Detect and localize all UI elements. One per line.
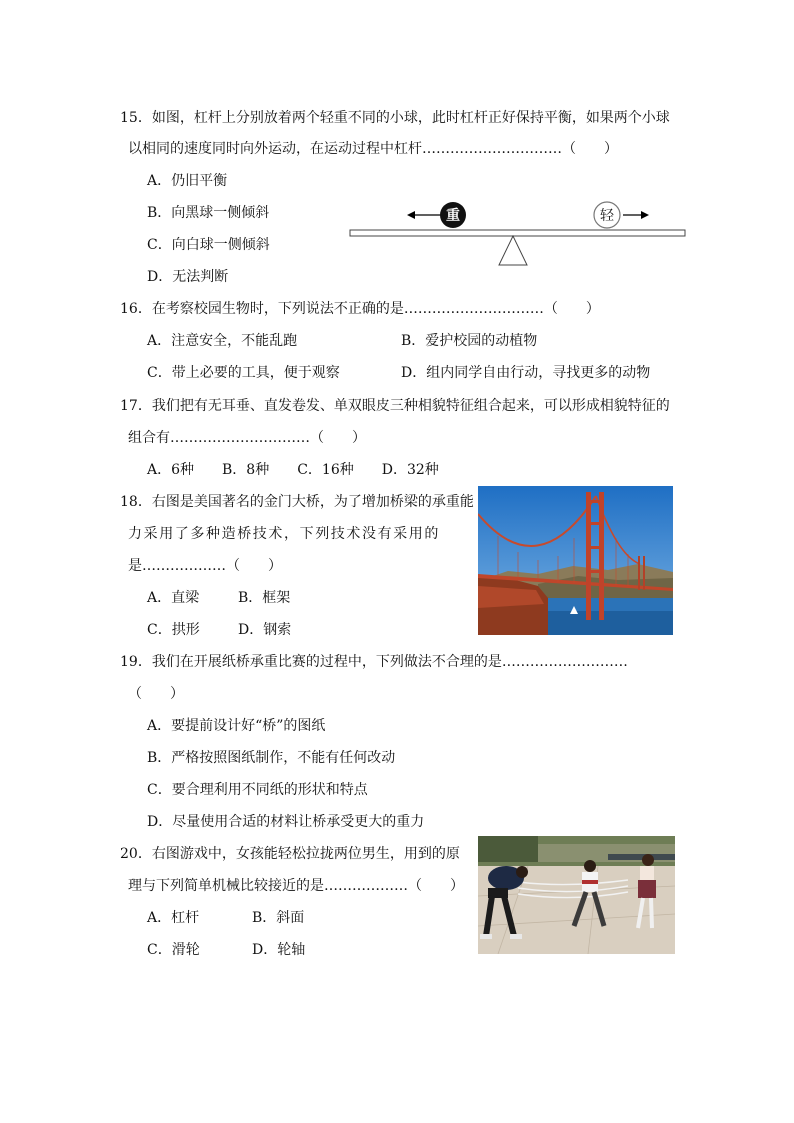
q15-option-a: A．仍旧平衡 (147, 173, 228, 189)
right-arrow-head (641, 211, 649, 219)
q16-option-a: A．注意安全，不能乱跑 (147, 333, 298, 349)
q17-stem-line1: 17．我们把有无耳垂、直发卷发、单双眼皮三种相貌特征组合起来，可以形成相貌特征的 (120, 398, 670, 414)
light-ball-label: 轻 (600, 208, 614, 224)
q20-option-c: C．滑轮 (147, 942, 200, 958)
q17-options: A．6种 B．8种 C．16种 D．32种 (147, 462, 439, 478)
q18-option-c: C．拱形 (147, 622, 200, 638)
heavy-ball-label: 重 (446, 208, 460, 224)
q19-option-b: B．严格按照图纸制作，不能有任何改动 (147, 750, 396, 766)
q18-stem-line1: 18．右图是美国著名的金门大桥，为了增加桥梁的承重能 (120, 494, 474, 510)
lever-figure (345, 198, 690, 270)
q16-option-d: D．组内同学自由行动，寻找更多的动物 (401, 365, 651, 381)
q19-stem-line1: 19．我们在开展纸桥承重比赛的过程中，下列做法不合理的是……………………… (120, 654, 628, 670)
q18-option-a: A．直梁 (147, 590, 200, 606)
q16-stem: 16．在考察校园生物时，下列说法不正确的是…………………………（ ） (120, 301, 600, 317)
q20-stem-line1: 20．右图游戏中，女孩能轻松拉拢两位男生，用到的原 (120, 846, 460, 862)
q19-option-d: D．尽量使用合适的材料让桥承受更大的重力 (147, 814, 425, 830)
fulcrum (499, 236, 527, 265)
q19-option-c: C．要合理利用不同纸的形状和特点 (147, 782, 368, 798)
q15-option-b: B．向黑球一侧倾斜 (147, 205, 270, 221)
q18-stem-line2: 力采用了多种造桥技术，下列技术没有采用的 (128, 526, 440, 542)
q15-stem-line2: 以相同的速度同时向外运动，在运动过程中杠杆…………………………（ ） (128, 141, 618, 157)
tug-game-photo (478, 836, 675, 954)
golden-gate-bridge-photo (478, 486, 673, 635)
q17-stem-line2: 组合有…………………………（ ） (128, 430, 366, 446)
q16-option-b: B．爱护校园的动植物 (401, 333, 538, 349)
q20-option-a: A．杠杆 (147, 910, 200, 926)
q18-option-b: B．框架 (238, 590, 291, 606)
q15-option-c: C．向白球一侧倾斜 (147, 237, 270, 253)
q15-option-d: D．无法判断 (147, 269, 229, 285)
q19-option-a: A．要提前设计好“桥”的图纸 (147, 718, 326, 734)
q20-option-d: D．轮轴 (252, 942, 306, 958)
q19-stem-line2: （ ） (128, 686, 184, 702)
lever-bar (350, 230, 685, 236)
left-arrow-head (407, 211, 415, 219)
q15-stem-line1: 15．如图，杠杆上分别放着两个轻重不同的小球，此时杠杆正好保持平衡，如果两个小球 (120, 110, 670, 126)
q20-option-b: B．斜面 (252, 910, 305, 926)
q16-option-c: C．带上必要的工具，便于观察 (147, 365, 340, 381)
q18-stem-line3: 是………………（ ） (128, 558, 282, 574)
q20-stem-line2: 理与下列简单机械比较接近的是………………（ ） (128, 878, 464, 894)
q18-option-d: D．钢索 (238, 622, 292, 638)
